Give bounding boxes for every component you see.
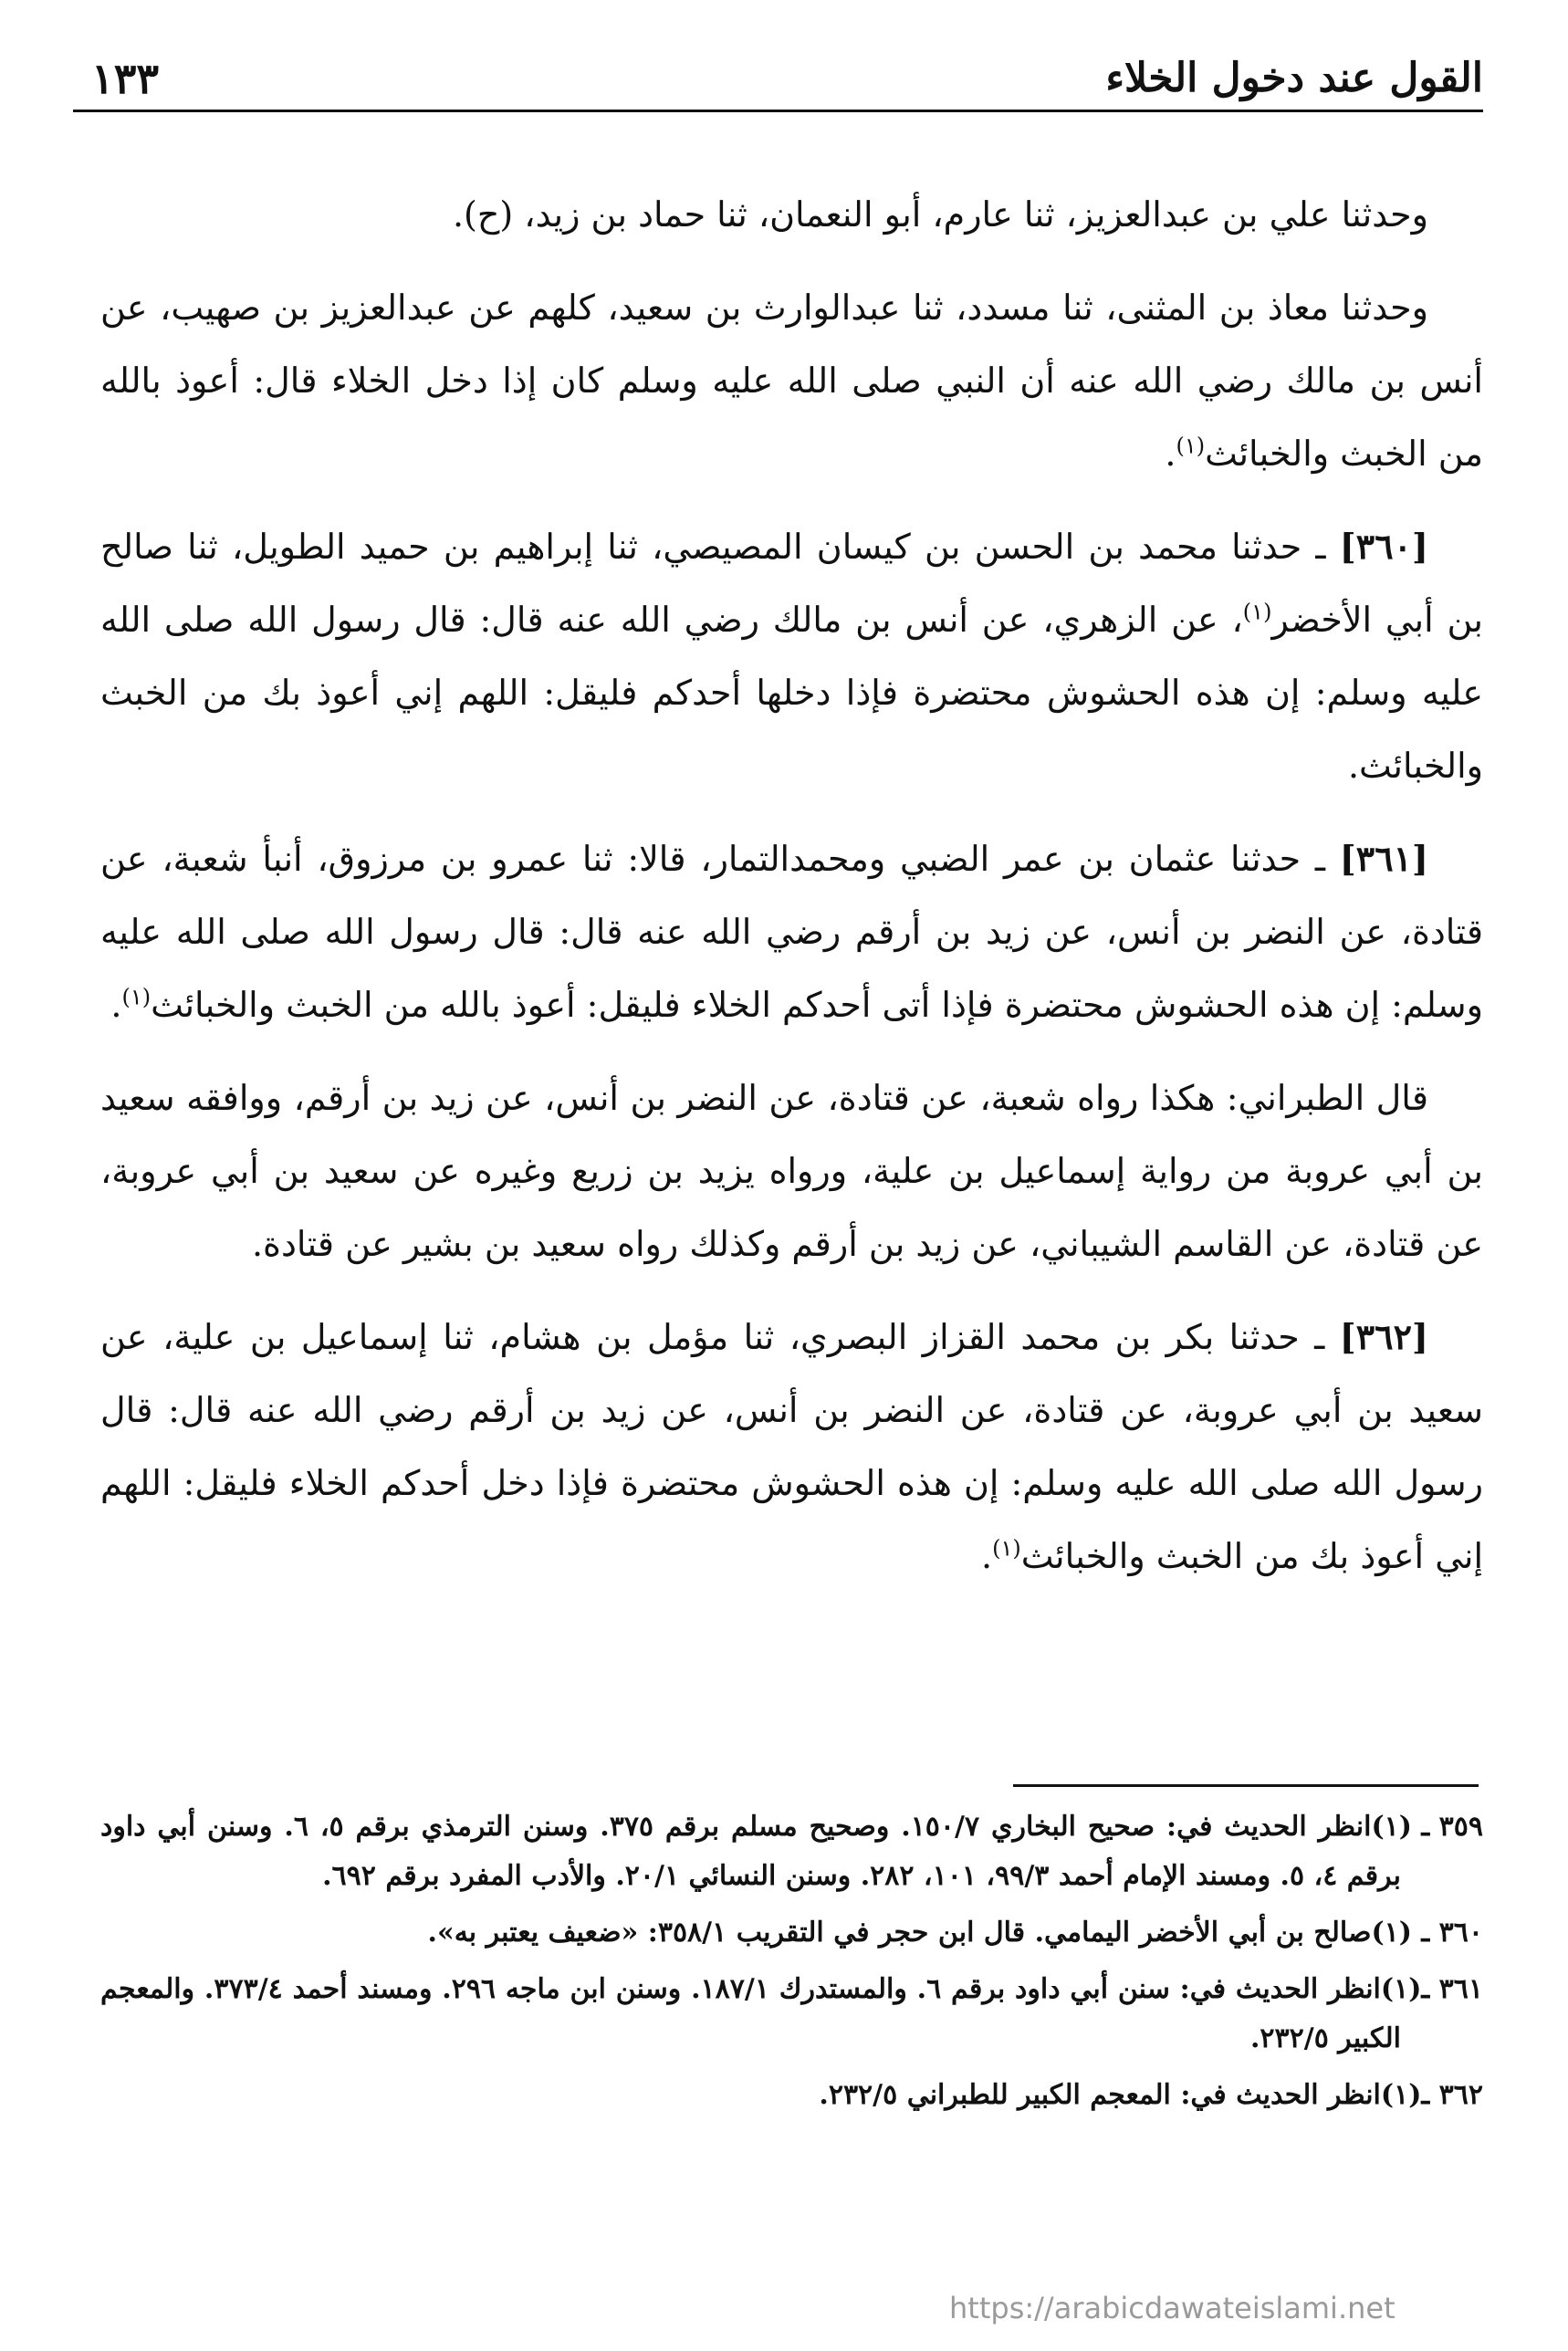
hadith-number: [٣٦٢] bbox=[1339, 1316, 1428, 1357]
footnote bbox=[100, 1908, 1483, 1958]
hadith-number: [٣٦٠] bbox=[1339, 526, 1428, 567]
footnote-marker[interactable]: (١) bbox=[1242, 599, 1272, 625]
running-header bbox=[73, 51, 1483, 106]
footnote-text: انظر الحديث في: سنن أبي داود برقم ٦. والمستدرك ١٨٧/١. وسنن ابن ماجه ٢٩٦. ومسند أحمد ٣٧٣/٤. والمعجم الكبير ٢٣٢/٥. bbox=[100, 1973, 1401, 2054]
footnote-text: انظر الحديث في: المعجم الكبير للطبراني ٢٣٢/٥. bbox=[819, 2079, 1381, 2111]
footnote-marker[interactable]: (١) bbox=[121, 984, 152, 1010]
paragraph-tail: . bbox=[1165, 434, 1176, 474]
paragraph-tail: . bbox=[110, 985, 122, 1025]
paragraph-tail: . bbox=[981, 1536, 993, 1576]
paragraph-text: ـ حدثنا بكر بن محمد القزاز البصري، ثنا مؤمل بن هشام، ثنا إسماعيل بن علية، عن سعيد بن أبي عروبة، عن قتادة، عن النضر بن أنس، عن زيد بن أرقم رضي الله عنه قال: قال رسول الله صلى الله عليه وسلم: إن هذه الحشوش محتضرة فإذا دخل أحدكم الخلاء فليقل: اللهم إني أعوذ بك من الخبث والخبائث bbox=[100, 1317, 1484, 1576]
footnote-marker[interactable]: (١) bbox=[1176, 433, 1206, 459]
paragraph-text: وحدثنا معاذ بن المثنى، ثنا مسدد، ثنا عبدالوارث بن سعيد، كلهم عن عبدالعزيز بن صهيب، عن أنس بن مالك رضي الله عنه أن النبي صلى الله عليه وسلم كان إذا دخل الخلاء قال: أعوذ بالله من الخبث والخبائث bbox=[100, 287, 1483, 474]
paragraph-text: ـ حدثنا عثمان بن عمر الضبي ومحمدالتمار، قالا: ثنا عمرو بن مرزوق، أنبأ شعبة، عن قتادة، عن النضر بن أنس، عن زيد بن أرقم رضي الله عنه قال: قال رسول الله صلى الله عليه وسلم: إن هذه الحشوش محتضرة فإذا أتى أحدكم الخلاء فليقل: أعوذ بالله من الخبث والخبائث bbox=[100, 839, 1483, 1025]
paragraph-tail: ، عن الزهري، عن أنس بن مالك رضي الله عنه قال: قال رسول الله صلى الله عليه وسلم: إن هذه الحشوش محتضرة فإذا دخلها أحدكم فليقل: اللهم إني أعوذ بك من الخبث والخبائث. bbox=[100, 600, 1483, 786]
footnote bbox=[100, 1802, 1483, 1901]
footnote-number: ٣٦٢ ـ(١) bbox=[1380, 2079, 1483, 2111]
chapter-title: القول عند دخول الخلاء bbox=[1105, 55, 1483, 101]
hadith-paragraph bbox=[100, 510, 1483, 802]
main-text bbox=[100, 178, 1483, 1613]
footnote-number: ٣٦٠ ـ (١) bbox=[1371, 1917, 1483, 1949]
hadith-paragraph bbox=[100, 822, 1483, 1041]
footnotes bbox=[100, 1802, 1483, 2127]
footnote-marker[interactable]: (١) bbox=[992, 1535, 1021, 1562]
footnote-number: ٣٥٩ ـ (١) bbox=[1371, 1811, 1483, 1843]
paragraph bbox=[100, 1061, 1483, 1280]
footnote bbox=[100, 2071, 1483, 2120]
hadith-paragraph bbox=[100, 1301, 1483, 1593]
paragraph-text: ـ حدثنا محمد بن الحسن بن كيسان المصيصي، ثنا إبراهيم بن حميد الطويل، ثنا صالح بن أبي الأخضر bbox=[100, 527, 1483, 640]
hadith-number: [٣٦١] bbox=[1339, 838, 1428, 879]
footnote bbox=[100, 1965, 1483, 2064]
paragraph-text: قال الطبراني: هكذا رواه شعبة، عن قتادة، عن النضر بن أنس، عن زيد بن أرقم، ووافقه سعيد بن أبي عروبة من رواية إسماعيل بن علية، ورواه يزيد بن زريع وغيره عن سعيد بن أبي عروبة، عن قتادة، عن القاسم الشيباني، عن زيد بن أرقم وكذلك رواه سعيد بن بشير عن قتادة. bbox=[100, 1078, 1483, 1264]
paragraph bbox=[100, 178, 1483, 251]
footnote-text: صالح بن أبي الأخضر اليمامي. قال ابن حجر في التقريب ٣٥٨/١: «ضعيف يعتبر به». bbox=[427, 1917, 1372, 1949]
footnote-text: انظر الحديث في: صحيح البخاري ١٥٠/٧. وصحيح مسلم برقم ٣٧٥. وسنن الترمذي برقم ٥، ٦. وسنن أبي داود برقم ٤، ٥. ومسند الإمام أحمد ٩٩/٣، ١٠١، ٢٨٢. وسنن النسائي ٢٠/١. والأدب المفرد برقم ٦٩٢. bbox=[100, 1811, 1401, 1892]
paragraph-text: وحدثنا علي بن عبدالعزيز، ثنا عارم، أبو النعمان، ثنا حماد بن زيد، (ح). bbox=[452, 194, 1428, 235]
footnote-rule bbox=[1013, 1784, 1479, 1787]
footnote-number: ٣٦١ ـ(١) bbox=[1380, 1973, 1484, 2005]
watermark-url: https://arabicdawateislami.net bbox=[949, 2291, 1396, 2325]
page-number: ١٣٣ bbox=[91, 54, 160, 103]
paragraph bbox=[100, 271, 1483, 490]
header-rule bbox=[73, 110, 1483, 112]
